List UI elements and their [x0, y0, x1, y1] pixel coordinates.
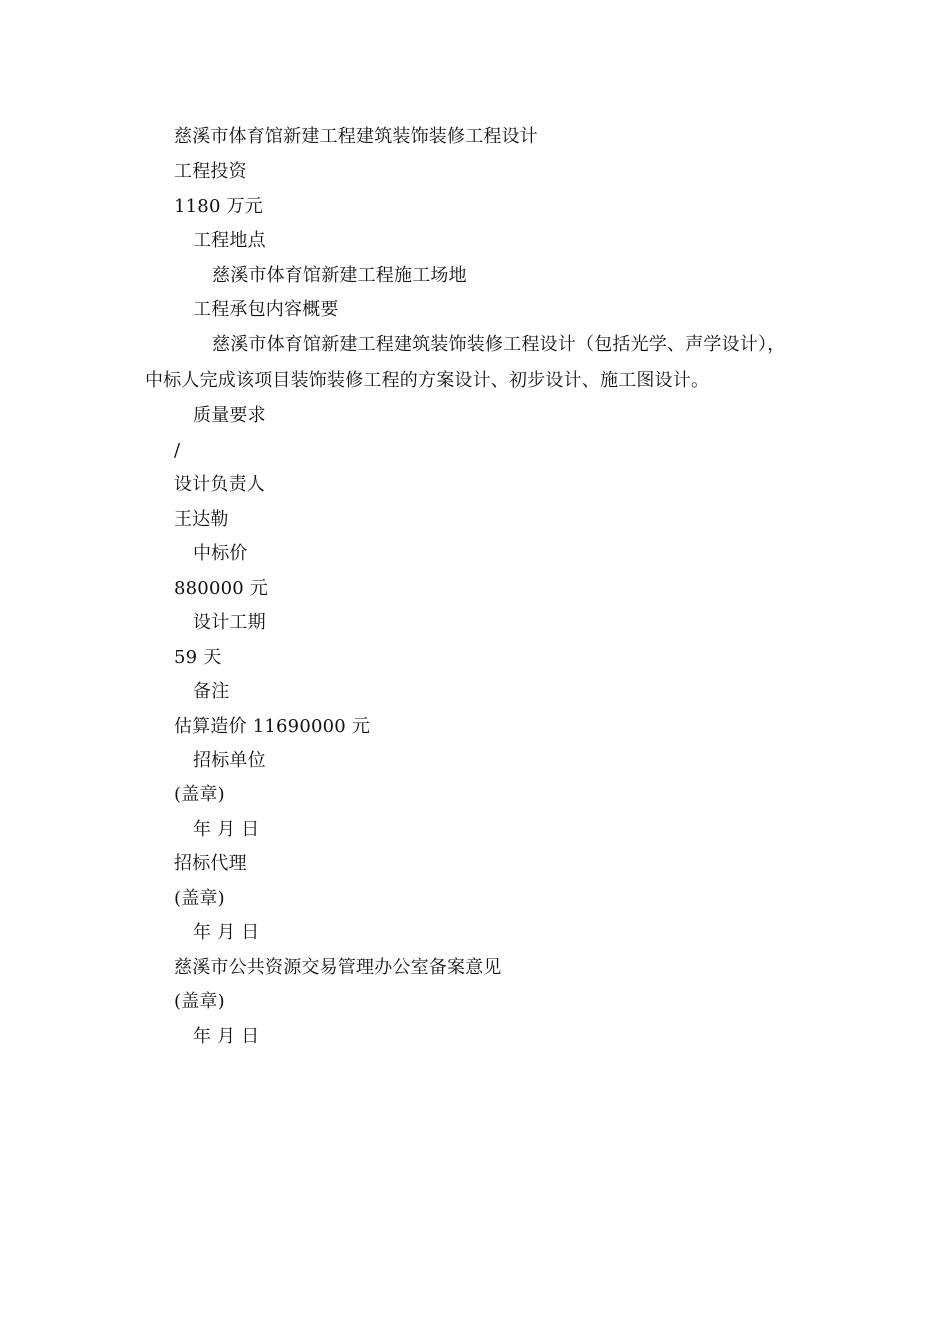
leader-value: 王达勒 [174, 509, 229, 530]
tenderer-seal: (盖章) [174, 784, 225, 805]
period-value: 59 天 [174, 647, 222, 668]
office-seal: (盖章) [174, 991, 225, 1012]
price-value: 880000 元 [174, 578, 269, 599]
agent-date: 年 月 日 [193, 922, 260, 943]
project-title: 慈溪市体育馆新建工程建筑装饰装修工程设计 [174, 126, 538, 147]
remarks-value: 估算造价 11690000 元 [174, 716, 371, 737]
agent-seal: (盖章) [174, 888, 225, 909]
quality-value: / [174, 440, 181, 461]
tenderer-date: 年 月 日 [193, 819, 260, 840]
tenderer-label: 招标单位 [193, 750, 266, 771]
price-label: 中标价 [193, 543, 248, 564]
leader-label: 设计负责人 [174, 474, 265, 495]
investment-label: 工程投资 [174, 161, 247, 182]
scope-text-line-2: 中标人完成该项目装饰装修工程的方案设计、初步设计、施工图设计。 [145, 370, 710, 391]
scope-text-line-1: 慈溪市体育馆新建工程建筑装饰装修工程设计（包括光学、声学设计）， [212, 334, 786, 355]
quality-label: 质量要求 [193, 405, 266, 426]
agent-label: 招标代理 [174, 853, 247, 874]
remarks-label: 备注 [193, 681, 230, 702]
office-label: 慈溪市公共资源交易管理办公室备案意见 [174, 957, 502, 978]
period-label: 设计工期 [193, 612, 266, 633]
location-value: 慈溪市体育馆新建工程施工场地 [212, 265, 467, 286]
location-label: 工程地点 [193, 230, 266, 251]
scope-label: 工程承包内容概要 [193, 299, 339, 320]
investment-value: 1180 万元 [174, 196, 263, 217]
office-date: 年 月 日 [193, 1026, 260, 1047]
